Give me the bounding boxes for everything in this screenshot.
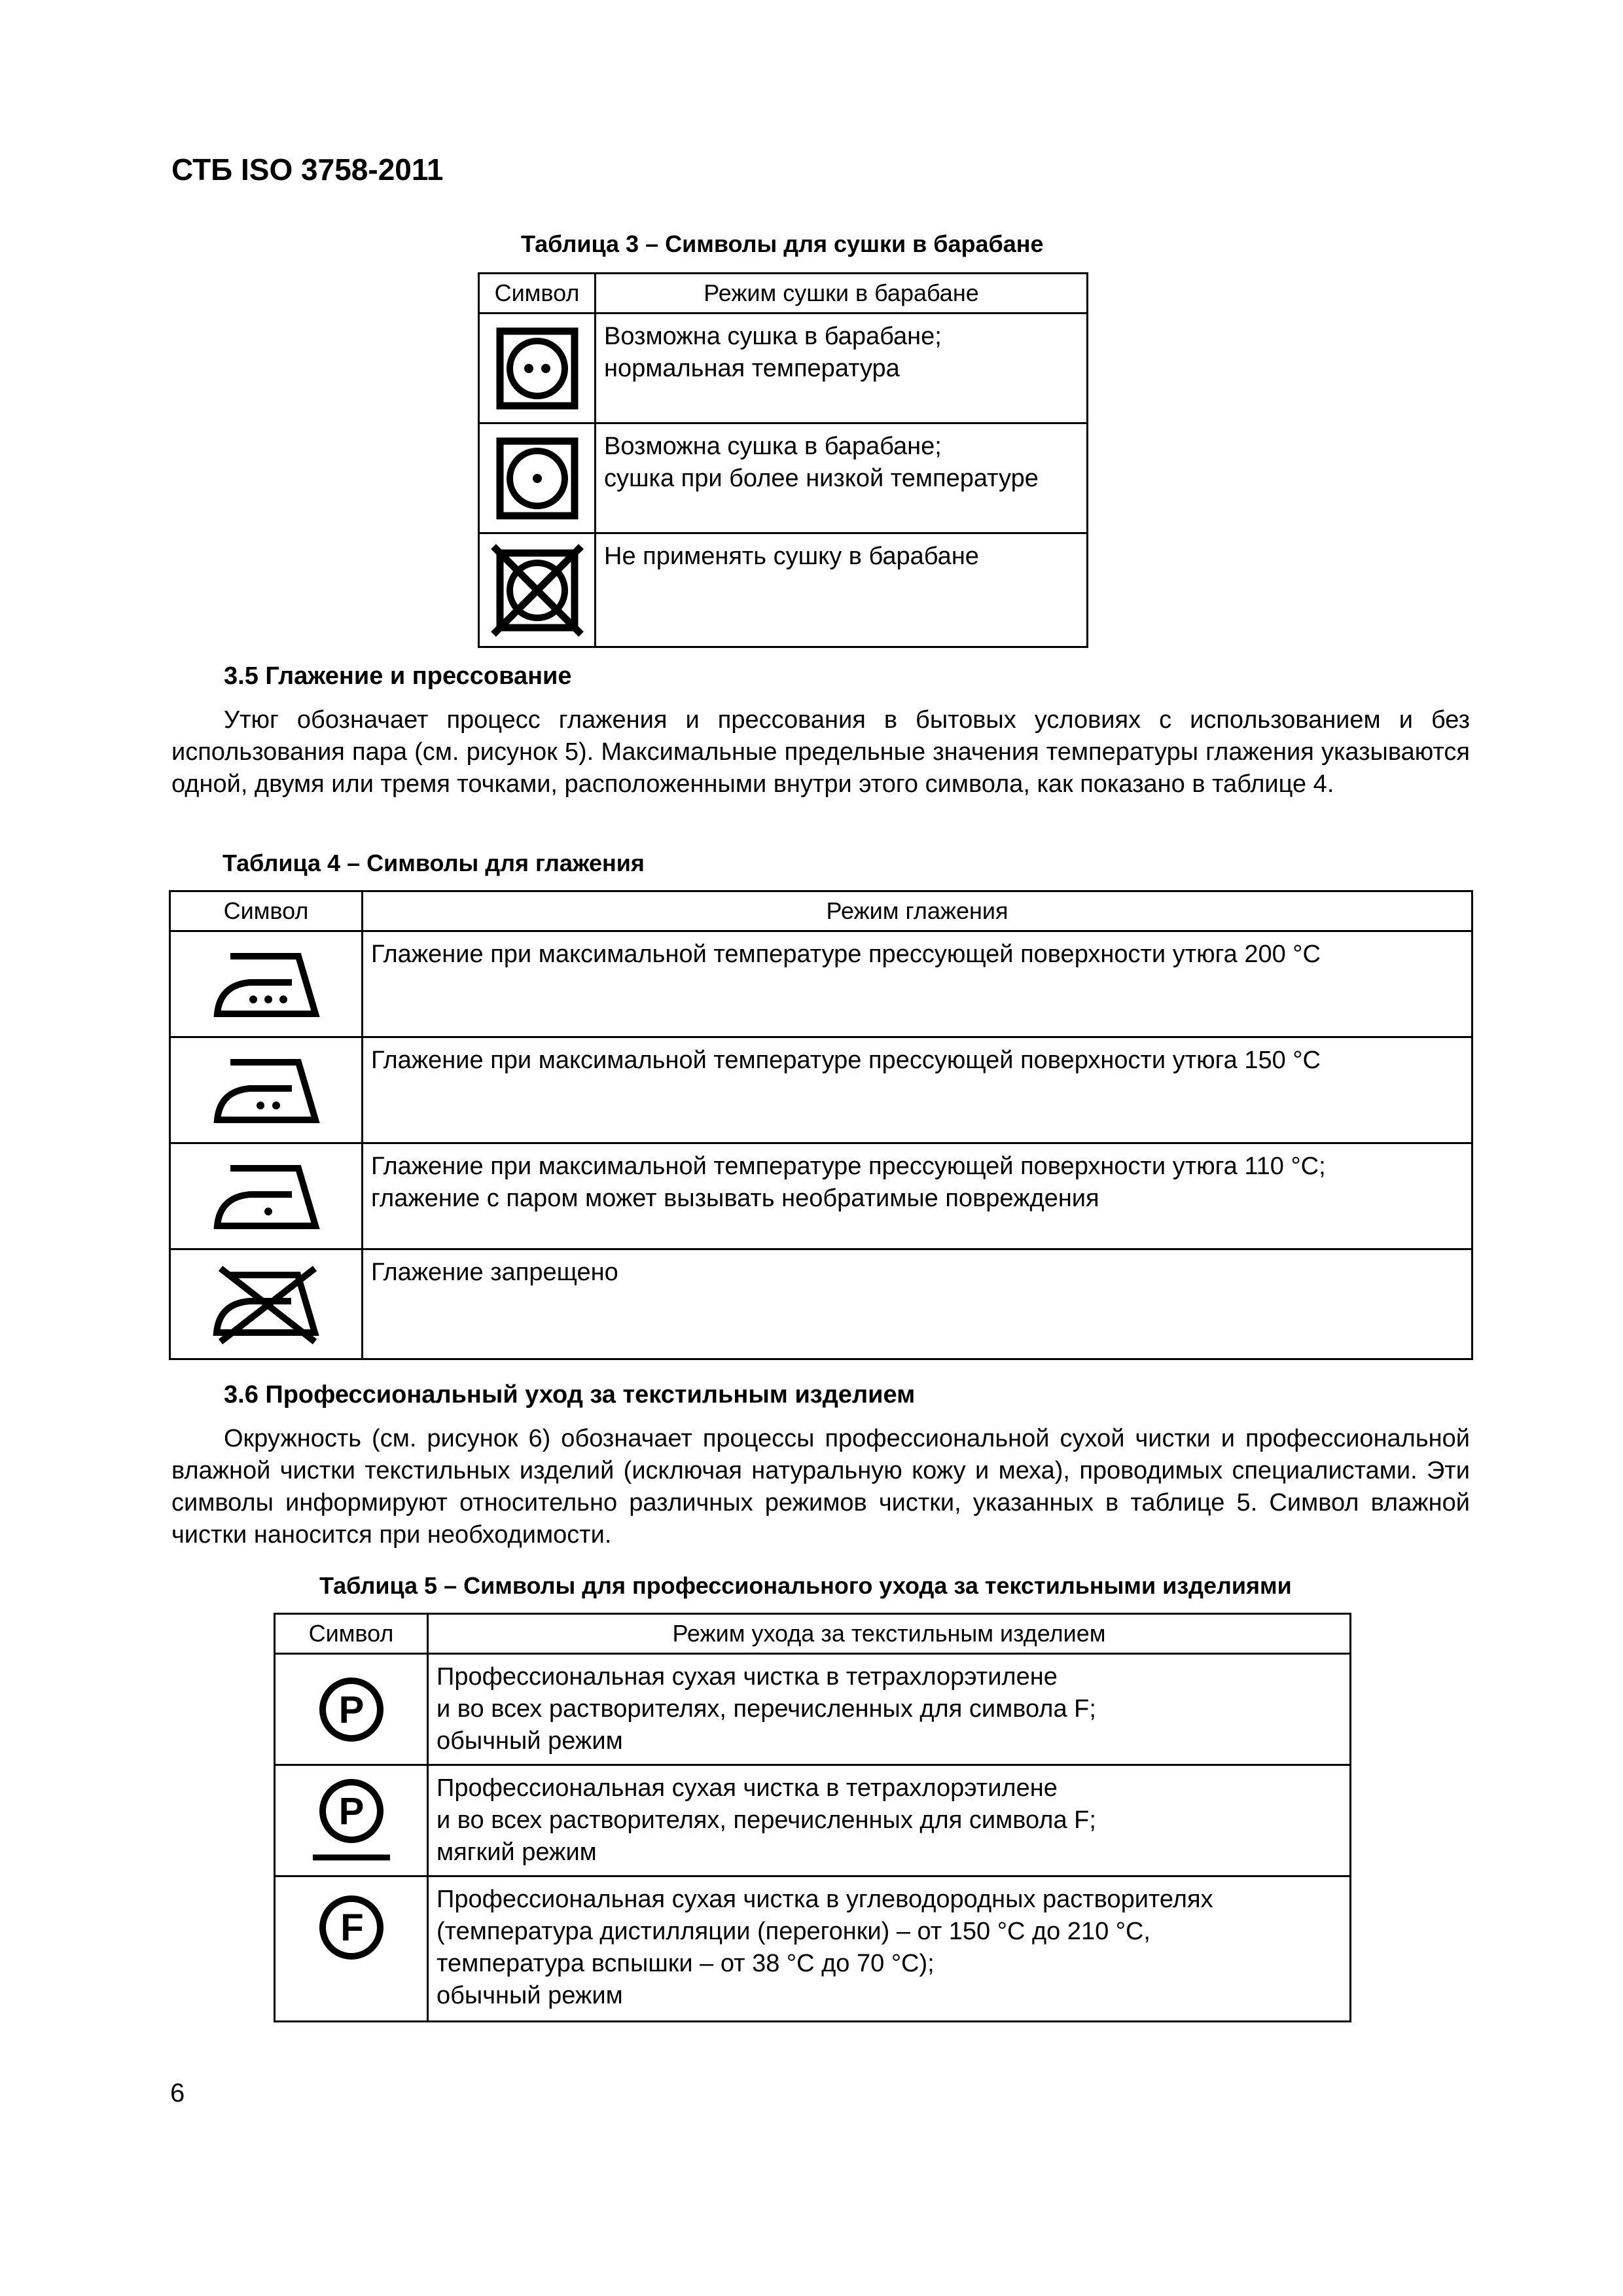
table-row	[479, 533, 1088, 647]
table5-col-mode: Режим ухода за текстильным изделием	[428, 1614, 1351, 1654]
table-header-row	[275, 1614, 1351, 1654]
mode-cell	[363, 931, 1472, 1037]
mode-line: обычный режим	[437, 1982, 623, 2009]
mode-line: Глажение при максимальной температуре прессующей поверхности утюга 200 °С	[371, 941, 1321, 968]
mode-line: нормальная температура	[604, 355, 900, 382]
table-row	[170, 1143, 1472, 1249]
mode-line: обычный режим	[437, 1727, 623, 1755]
table5-col-symbol: Символ	[275, 1614, 428, 1654]
iron-three-dots-icon	[211, 948, 322, 1020]
do-not-tumble-dry-icon	[490, 543, 585, 638]
symbol-cell	[170, 1249, 363, 1359]
table-row	[275, 1654, 1351, 1765]
mode-line: и во всех растворителях, перечисленных для символа F;	[437, 1695, 1096, 1723]
symbol-cell	[170, 1143, 363, 1249]
section-3-6-paragraph: Окружность (см. рисунок 6) обозначает процессы профессиональной сухой чистки и профессиональной влажной чистки текстильных изделий (исключая натуральную кожу и меха), проводимых специалистами. Эти символы информируют относительно различных режимов чистки, указанных в таблице 5. Символ влажной чистки наносится при необходимости.	[171, 1425, 1470, 1549]
mode-line: сушка при более низкой температуре	[604, 465, 1039, 492]
mode-line: глажение с паром может вызывать необратимые повреждения	[371, 1185, 1099, 1212]
table4-caption: Таблица 4 – Символы для глажения	[223, 850, 645, 876]
table3-col-mode: Режим сушки в барабане	[596, 274, 1088, 314]
table-row	[275, 1876, 1351, 2022]
mode-line: Глажение при максимальной температуре прессующей поверхности утюга 150 °С	[371, 1047, 1321, 1074]
do-not-iron-icon	[207, 1262, 325, 1347]
table3-caption: Таблица 3 – Символы для сушки в барабане	[521, 230, 1044, 257]
mode-line: температура вспышки – от 38 °С до 70 °С);	[437, 1950, 935, 1977]
section-3-5-heading: 3.5 Глажение и прессование	[224, 662, 572, 690]
mode-cell	[596, 533, 1088, 647]
table-row	[275, 1765, 1351, 1876]
table4	[169, 890, 1473, 1360]
svg-text:P: P	[338, 1688, 364, 1731]
svg-text:P: P	[338, 1789, 364, 1833]
table5-caption: Таблица 5 – Символы для профессионального ухода за текстильными изделиями	[319, 1572, 1292, 1599]
mode-line: Глажение при максимальной температуре прессующей поверхности утюга 110 °С;	[371, 1153, 1326, 1180]
iron-two-dots-icon	[211, 1054, 322, 1126]
symbol-cell	[479, 314, 596, 423]
mode-line: мягкий режим	[437, 1839, 597, 1866]
dry-clean-f-icon	[315, 1892, 387, 1964]
table5	[274, 1613, 1351, 2022]
section-3-6-heading: 3.6 Профессиональный уход за текстильным изделием	[224, 1381, 916, 1408]
mode-line: Глажение запрещено	[371, 1259, 618, 1286]
table-row	[170, 1249, 1472, 1359]
mode-line: Профессиональная сухая чистка в тетрахлорэтилене	[437, 1663, 1058, 1691]
document-code: СТБ ISO 3758-2011	[171, 152, 444, 187]
page-number: 6	[170, 2079, 185, 2108]
table-row	[479, 423, 1088, 533]
iron-one-dot-icon	[211, 1160, 322, 1232]
mode-line: Не применять сушку в барабане	[604, 543, 979, 570]
symbol-cell	[170, 1037, 363, 1143]
symbol-cell	[479, 533, 596, 647]
symbol-cell	[170, 931, 363, 1037]
table-row	[170, 1037, 1472, 1143]
table-header-row	[170, 891, 1472, 931]
symbol-cell	[275, 1765, 428, 1876]
table3	[478, 272, 1088, 648]
mode-cell	[363, 1143, 1472, 1249]
symbol-cell	[479, 423, 596, 533]
svg-text:F: F	[340, 1907, 364, 1949]
mode-cell	[596, 423, 1088, 533]
mode-line: Профессиональная сухая чистка в углеводородных растворителях	[437, 1886, 1213, 1913]
tumble-dry-normal-icon	[495, 326, 580, 411]
table-row	[170, 931, 1472, 1037]
tumble-dry-low-icon	[495, 436, 580, 521]
mode-cell	[428, 1876, 1351, 2022]
mode-cell	[363, 1249, 1472, 1359]
mode-cell	[428, 1765, 1351, 1876]
mode-line: Возможна сушка в барабане;	[604, 323, 942, 350]
mode-cell	[596, 314, 1088, 423]
table4-col-mode: Режим глажения	[363, 891, 1472, 931]
table3-col-symbol: Символ	[479, 274, 596, 314]
dry-clean-p-mild-icon	[309, 1775, 394, 1867]
mode-line: Профессиональная сухая чистка в тетрахлорэтилене	[437, 1774, 1058, 1802]
dry-clean-p-icon	[315, 1674, 387, 1746]
section-3-5-paragraph: Утюг обозначает процесс глажения и прессования в бытовых условиях с использованием и без использования пара (см. рисунок 5). Максимальные предельные значения температуры глажения указываются одной, двумя или тремя точками, расположенными внутри этого символа, как показано в таблице 4.	[171, 706, 1470, 798]
mode-cell	[428, 1654, 1351, 1765]
symbol-cell	[275, 1654, 428, 1765]
mode-cell	[363, 1037, 1472, 1143]
mode-line: (температура дистилляции (перегонки) – от 150 °С до 210 °С,	[437, 1918, 1150, 1945]
symbol-cell	[275, 1876, 428, 2022]
table-row	[479, 314, 1088, 423]
table4-col-symbol: Символ	[170, 891, 363, 931]
mode-line: Возможна сушка в барабане;	[604, 433, 942, 460]
table-header-row	[479, 274, 1088, 314]
mode-line: и во всех растворителях, перечисленных для символа F;	[437, 1806, 1096, 1834]
